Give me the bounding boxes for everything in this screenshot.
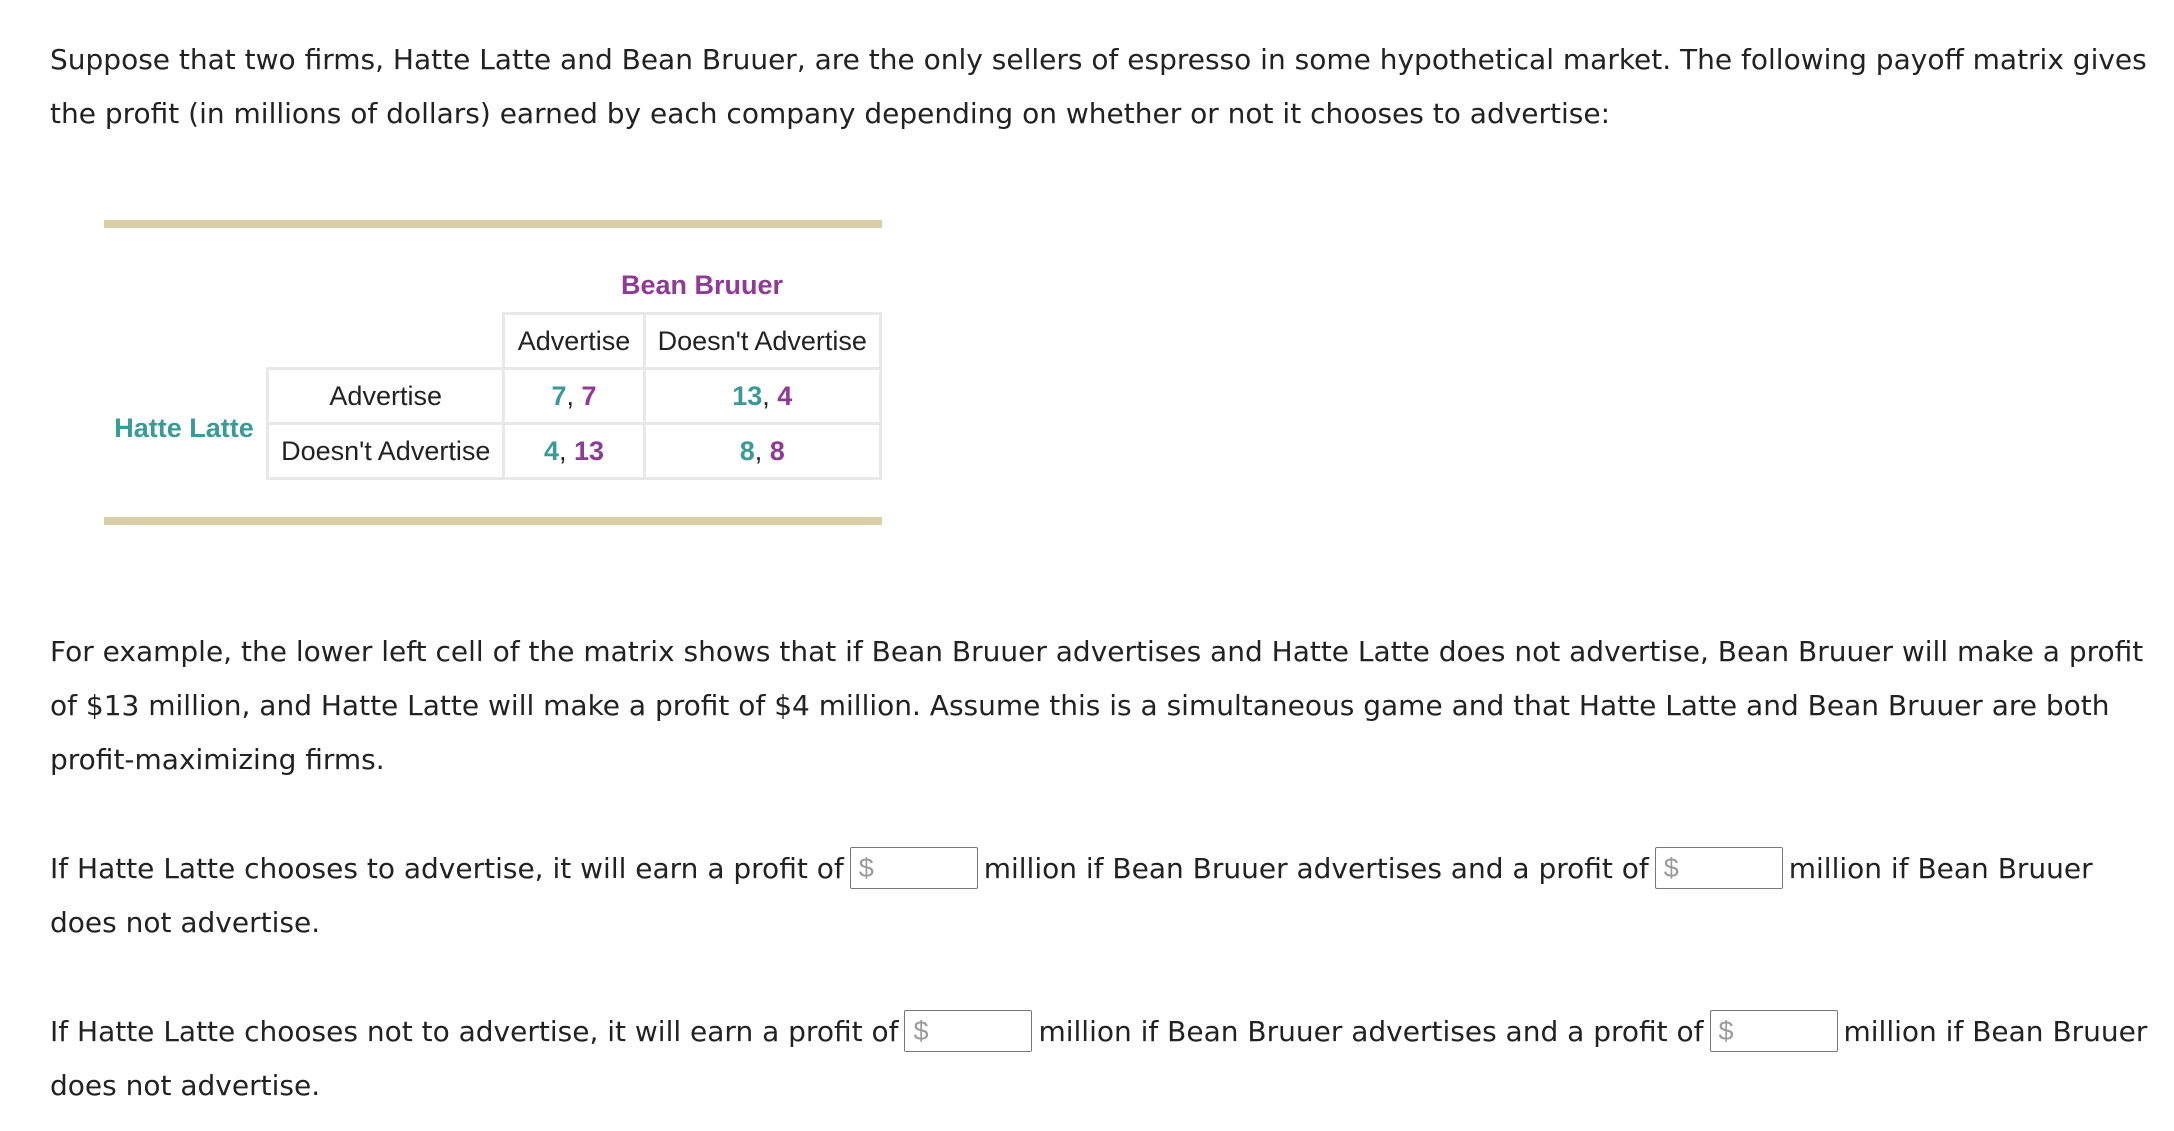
profit-if-rival-not-advertise-input[interactable] xyxy=(1737,1011,1837,1051)
matrix-top-rule xyxy=(104,220,882,228)
payoff-separator: , xyxy=(558,435,574,466)
row-player-label: Hatte Latte xyxy=(114,413,254,443)
question-text: If Hatte Latte chooses not to advertise, it will earn a profit of xyxy=(50,1015,899,1048)
question-text: million if Bean Bruuer advertises and a profit of xyxy=(983,852,1649,885)
payoff-separator: , xyxy=(754,435,770,466)
row-header-doesnt-advertise: Doesn't Advertise xyxy=(268,424,504,479)
hatte-latte-payoff: 4 xyxy=(543,435,559,466)
intro-paragraph: Suppose that two firms, Hatte Latte and Bean Bruuer, are the only sellers of espresso in some hypothetical market. The following payoff matrix gives the profit (in millions of dollars) earned by each company depending on whether or not it chooses to advertise: xyxy=(50,43,2147,130)
corner-cell xyxy=(268,314,504,369)
question-text: million if Bean Bruuer does not advertise. xyxy=(50,852,2093,939)
profit-input-box[interactable] xyxy=(1710,1010,1838,1052)
payoff-cell xyxy=(644,424,880,479)
col-header-advertise: Advertise xyxy=(504,314,644,369)
dollar-sign-icon: $ xyxy=(1663,853,1679,883)
payoff-table xyxy=(266,312,882,480)
question-text: If Hatte Latte chooses to advertise, it will earn a profit of xyxy=(50,852,844,885)
profit-if-rival-advertises-input[interactable] xyxy=(877,848,977,888)
hatte-latte-payoff: 8 xyxy=(739,435,755,466)
hatte-latte-payoff: 7 xyxy=(551,380,567,411)
dollar-sign-icon: $ xyxy=(913,1016,929,1046)
hatte-latte-payoff: 13 xyxy=(732,380,763,411)
payoff-separator: , xyxy=(762,380,778,411)
column-player-label: Bean Bruuer xyxy=(620,270,784,300)
question-text: million if Bean Bruuer does not advertise. xyxy=(50,1015,2148,1102)
payoff-cell xyxy=(504,369,644,424)
dollar-sign-icon: $ xyxy=(858,853,874,883)
row-header-advertise: Advertise xyxy=(268,369,504,424)
payoff-header-row xyxy=(268,314,881,369)
payoff-matrix xyxy=(104,220,882,528)
profit-input-box[interactable] xyxy=(850,847,978,889)
payoff-row-doesnt-advertise xyxy=(268,424,881,479)
payoff-cell xyxy=(644,369,880,424)
bean-bruuer-payoff: 7 xyxy=(581,380,597,411)
payoff-cell xyxy=(504,424,644,479)
question-advertise xyxy=(50,842,2150,950)
profit-input-box[interactable] xyxy=(1655,847,1783,889)
bean-bruuer-payoff: 13 xyxy=(573,435,605,466)
bean-bruuer-payoff: 4 xyxy=(777,380,793,411)
profit-if-rival-advertises-input[interactable] xyxy=(931,1011,1031,1051)
bean-bruuer-payoff: 8 xyxy=(769,435,785,466)
col-header-doesnt-advertise: Doesn't Advertise xyxy=(644,314,880,369)
profit-if-rival-not-advertise-input[interactable] xyxy=(1682,848,1782,888)
question-text: million if Bean Bruuer advertises and a profit of xyxy=(1038,1015,1704,1048)
matrix-bottom-rule xyxy=(104,517,882,525)
payoff-row-advertise xyxy=(268,369,881,424)
payoff-separator: , xyxy=(566,380,582,411)
question-not-advertise xyxy=(50,1005,2150,1113)
profit-input-box[interactable] xyxy=(904,1010,1032,1052)
example-paragraph: For example, the lower left cell of the matrix shows that if Bean Bruuer advertises and Hatte Latte does not advertise, Bean Bruuer will make a profit of $13 million, and Hatte Latte will make a profit of $4 million. Assume this is a simultaneous game and that Hatte Latte and Bean Bruuer are both profit-maximizing firms. xyxy=(50,635,2144,776)
dollar-sign-icon: $ xyxy=(1718,1016,1734,1046)
